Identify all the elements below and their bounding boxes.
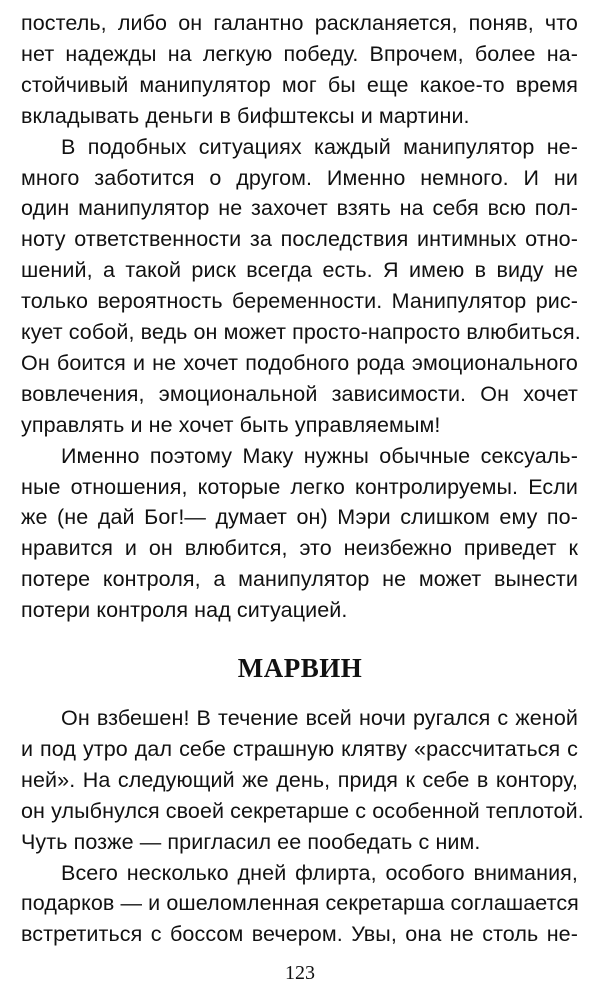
text-line: Он боится и не хочет подобного рода эмоционального: [21, 351, 578, 375]
text-line: Всего несколько дней флирта, особого внимания,: [61, 861, 578, 885]
text-line: ноту ответственности за последствия интимных отно-: [21, 227, 578, 251]
text-line: постель, либо он галантно раскланяется, поняв, что: [21, 11, 578, 35]
section-heading: МАРВИН: [237, 653, 363, 683]
text-line: управлять и не хочет быть управляемым!: [21, 413, 441, 437]
text-line: вкладывать деньги в бифштексы и мартини.: [21, 104, 470, 128]
text-line: потере контроля, а манипулятор не может вынести: [21, 567, 578, 591]
text-line: и под утро дал себе страшную клятву «рассчитаться с: [21, 737, 578, 761]
text-line: кует собой, ведь он может просто-напросто влюбиться.: [21, 320, 581, 344]
text-line: стойчивый манипулятор мог бы еще какое-то время: [21, 73, 578, 97]
text-line: только вероятность беременности. Манипулятор рис-: [21, 289, 578, 313]
text-line: Он взбешен! В течение всей ночи ругался с женой: [61, 706, 578, 730]
text-line: Чуть позже — пригласил ее пообедать с ним.: [21, 830, 481, 854]
text-line: же (не дай Бог!— думает он) Мэри слишком ему по-: [21, 505, 578, 529]
text-line: подарков — и ошеломленная секретарша соглашается: [21, 891, 579, 915]
text-line: он улыбнулся своей секретарше с особенной теплотой.: [21, 799, 584, 823]
text-line: Именно поэтому Маку нужны обычные сексуаль-: [61, 444, 578, 468]
text-line: ней». На следующий же день, придя к себе в контору,: [21, 768, 578, 792]
text-line: шений, а такой риск всегда есть. Я имею в виду не: [21, 258, 578, 282]
text-line: потери контроля над ситуацией.: [21, 598, 348, 622]
text-line: много заботится о другом. Именно немного. И ни: [21, 166, 578, 190]
text-line: В подобных ситуациях каждый манипулятор не-: [61, 135, 578, 159]
text-line: нравится и он влюбится, это неизбежно приведет к: [21, 536, 578, 560]
text-line: ные отношения, которые легко контролируемы. Если: [21, 475, 578, 499]
text-line: один манипулятор не захочет взять на себя всю пол-: [21, 196, 578, 220]
text-line: нет надежды на легкую победу. Впрочем, более на-: [21, 42, 578, 66]
text-line: вовлечения, эмоциональной зависимости. Он хочет: [21, 382, 578, 406]
text-line: встретиться с боссом вечером. Увы, она не столь не-: [21, 922, 578, 946]
page-number: 123: [285, 962, 315, 984]
